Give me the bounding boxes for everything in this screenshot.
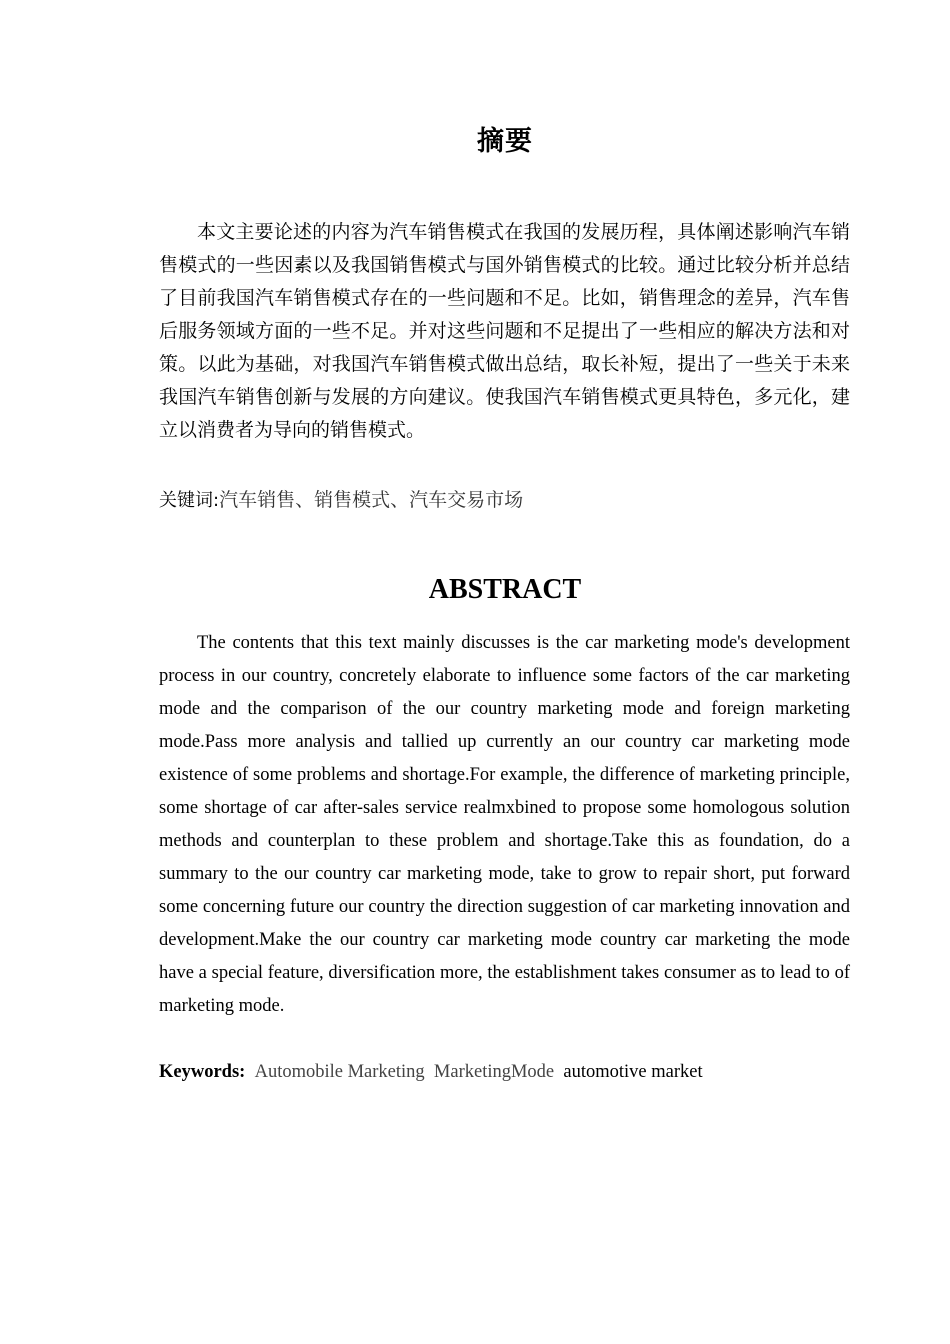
- chinese-keywords: [159, 484, 850, 517]
- english-keyword-1: Automobile Marketing: [254, 1062, 425, 1082]
- english-keywords-label: Keywords:: [159, 1062, 246, 1082]
- english-keywords: [159, 1056, 850, 1089]
- english-keyword-2: MarketingMode: [433, 1062, 555, 1082]
- chinese-abstract-body: 本文主要论述的内容为汽车销售模式在我国的发展历程，具体阐述影响汽车销售模式的一些因素以及我国销售模式与国外销售模式的比较。通过比较分析并总结了目前我国汽车销售模式存在的一些问题和不足。比如，销售理念的差异，汽车售后服务领域方面的一些不足。并对这些问题和不足提出了一些相应的解决方法和对策。以此为基础，对我国汽车销售模式做出总结，取长补短，提出了一些关于未来我国汽车销售创新与发展的方向建议。使我国汽车销售模式更具特色，多元化，建立以消费者为导向的销售模式。: [159, 221, 850, 441]
- english-abstract-title: ABSTRACT: [428, 574, 582, 605]
- chinese-keywords-label: 关键词:: [159, 490, 220, 511]
- chinese-keywords-value: 汽车销售、销售模式、汽车交易市场: [219, 489, 524, 511]
- english-abstract-body: The contents that this text mainly discusses is the car marketing mode's development process in our country, concretely elaborate to influence some factors of the car marketing mode and the comparison of the our country marketing mode and foreign marketing mode.Pass more analysis and tallied up currently an our country car marketing mode existence of some problems and shortage.For example, the difference of marketing principle, some shortage of car after-sales service realmxbined to propose some homologous solution methods and counterplan to these problem and shortage.Take this as foundation, do a summary to the our country car marketing mode, take to grow to repair short, put forward some concerning future our country the direction suggestion of car marketing innovation and development.Make the our country car marketing mode country car marketing the mode have a special feature, diversification more, the establishment takes consumer as to lead to of marketing mode.: [159, 633, 850, 1016]
- chinese-abstract-title: 摘要: [477, 126, 533, 157]
- english-keyword-3: automotive market: [563, 1062, 703, 1082]
